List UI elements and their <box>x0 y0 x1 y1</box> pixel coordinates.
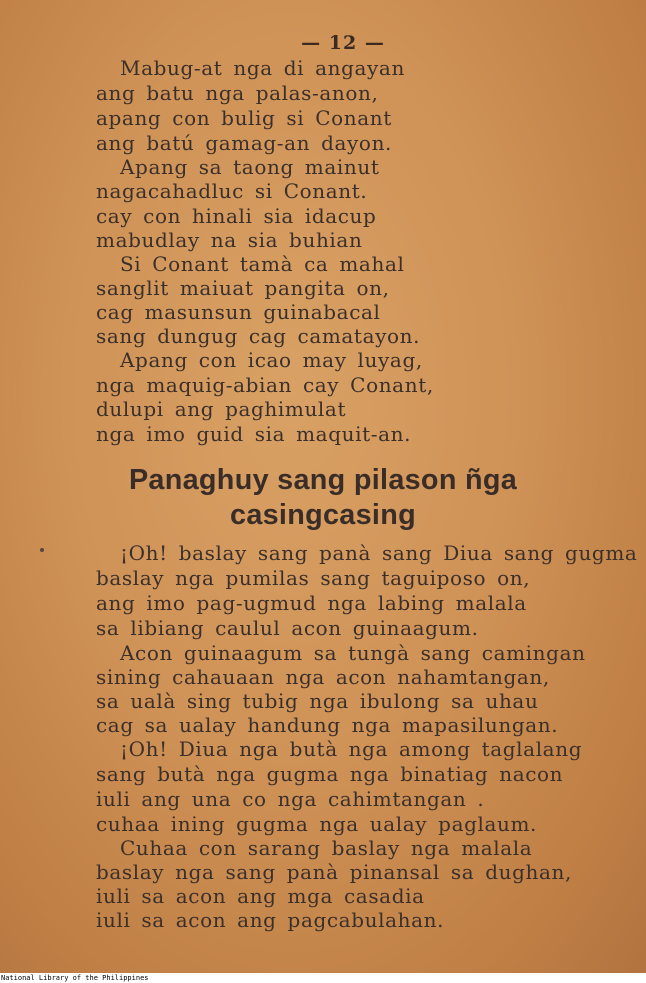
stanza-line: ang batu nga palas-anon, <box>96 81 379 105</box>
poem-line: baslay nga sang panà pinansal sa dughan, <box>96 860 572 884</box>
stanza-line: cay con hinali sia idacup <box>96 204 377 228</box>
stanza-line: nga imo guid sia maquit-an. <box>96 422 412 446</box>
stanza-line: nga maquig-abian cay Conant, <box>96 373 434 397</box>
page-number: — 12 — <box>301 32 385 54</box>
library-credit: National Library of the Philippines <box>1 974 149 982</box>
poem-line: Acon guinaagum sa tungà sang camingan <box>120 641 586 665</box>
poem-line: ang imo pag-ugmud nga labing malala <box>96 591 527 615</box>
stanza-line: sanglit maiuat pangita on, <box>96 276 390 300</box>
stanza-line: sang dungug cag camatayon. <box>96 324 421 348</box>
poem-line: sining cahauaan nga acon nahamtangan, <box>96 665 550 689</box>
poem-line: ¡Oh! baslay sang panà sang Diua sang gugma <box>120 541 638 565</box>
poem-line: sa libiang caulul acon guinaagum. <box>96 616 479 640</box>
stanza-line: dulupi ang paghimulat <box>96 397 347 421</box>
poem-line: cuhaa ining gugma nga ualay paglaum. <box>96 812 538 836</box>
stanza-line: apang con bulig si Conant <box>96 106 392 130</box>
poem-line: ¡Oh! Diua nga butà nga among taglalang <box>120 737 583 761</box>
stanza-line: Apang sa taong mainut <box>120 155 380 179</box>
stanza-line: mabudlay na sia buhian <box>96 228 363 252</box>
poem-title-line-2: casingcasing <box>230 499 416 531</box>
poem-line: iuli sa acon ang mga casadia <box>96 884 425 908</box>
stanza-line: Si Conant tamà ca mahal <box>120 252 405 276</box>
poem-line: Cuhaa con sarang baslay nga malala <box>120 836 533 860</box>
poem-line: sang butà nga gugma nga binatiag nacon <box>96 762 564 786</box>
stanza-line: nagacahadluc si Conant. <box>96 179 368 203</box>
stanza-line: cag masunsun guinabacal <box>96 300 381 324</box>
poem-line: sa ualà sing tubig nga ibulong sa uhau <box>96 689 539 713</box>
poem-title-line-1: Panaghuy sang pilason ñga <box>128 464 518 496</box>
stanza-line: Mabug-at nga di angayan <box>120 56 405 80</box>
poem-line: iuli sa acon ang pagcabulahan. <box>96 908 445 932</box>
poem-line: iuli ang una co nga cahimtangan . <box>96 787 485 811</box>
stanza-line: Apang con icao may luyag, <box>120 348 423 372</box>
ink-speck <box>40 548 44 552</box>
stanza-line: ang batú gamag-an dayon. <box>96 131 393 155</box>
poem-line: baslay nga pumilas sang taguiposo on, <box>96 566 531 590</box>
poem-line: cag sa ualay handung nga mapasilungan. <box>96 713 559 737</box>
